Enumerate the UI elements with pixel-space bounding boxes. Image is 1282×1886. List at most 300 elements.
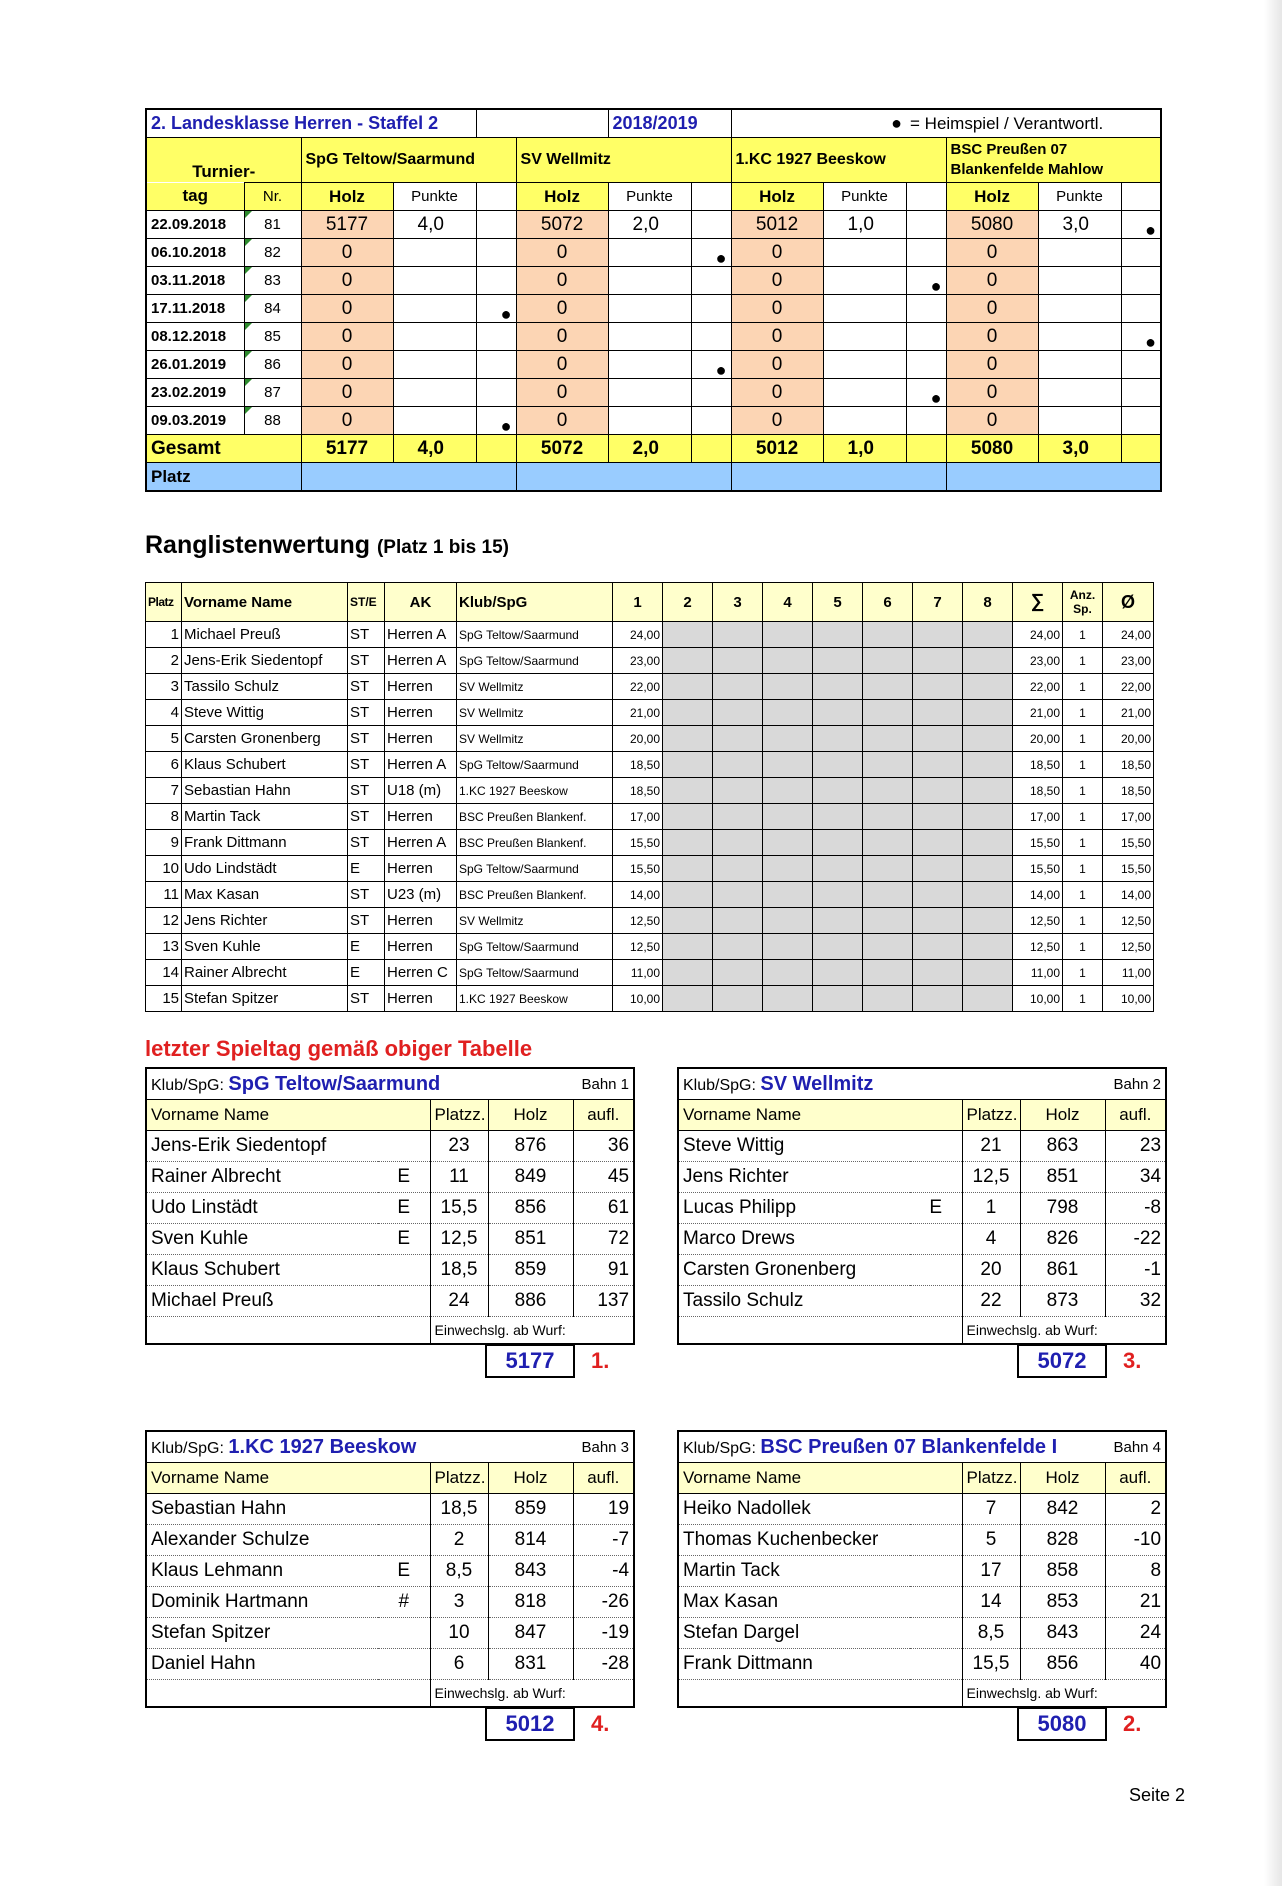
player-row <box>678 1131 1166 1162</box>
player-platzz: 21 <box>962 1131 1020 1162</box>
punkte-cell <box>1038 351 1121 379</box>
punkte-cell <box>823 407 906 435</box>
rank-round-empty <box>813 674 863 700</box>
punkte-cell <box>608 379 691 407</box>
home-marker <box>906 351 946 379</box>
rank-round-empty <box>963 986 1013 1012</box>
rank-name: Max Kasan <box>182 882 348 908</box>
home-marker <box>906 407 946 435</box>
rank-ak: Herren <box>385 700 457 726</box>
rank-sum: 23,00 <box>1013 648 1063 674</box>
rank-round-empty <box>963 830 1013 856</box>
rank-round-empty <box>713 908 763 934</box>
player-platzz: 18,5 <box>430 1255 488 1286</box>
rank-name: Carsten Gronenberg <box>182 726 348 752</box>
rank-round-empty <box>713 700 763 726</box>
rank-club: BSC Preußen Blankenf. <box>457 830 613 856</box>
matchday-row <box>146 351 1161 379</box>
rank-name: Steve Wittig <box>182 700 348 726</box>
matchday-row <box>146 407 1161 435</box>
team-header-row <box>146 1463 634 1494</box>
punkte-header: Punkte <box>608 183 691 211</box>
rank-ste: ST <box>348 908 385 934</box>
punkte-cell <box>393 407 476 435</box>
rank-club: SV Wellmitz <box>457 726 613 752</box>
ranking-row <box>146 934 1154 960</box>
home-legend: = Heimspiel / Verantwortl. <box>906 109 1161 138</box>
player-platzz: 11 <box>430 1162 488 1193</box>
team-title-row <box>678 1068 1166 1100</box>
player-flag <box>910 1162 962 1193</box>
player-row <box>678 1494 1166 1525</box>
player-flag: E <box>378 1224 430 1255</box>
club-label: Klub/SpG: <box>151 1076 224 1094</box>
punkte-cell <box>1038 267 1121 295</box>
team-foot-row <box>678 1317 1166 1345</box>
rank-ste: ST <box>348 882 385 908</box>
rank-round-empty <box>813 908 863 934</box>
club-label: Klub/SpG: <box>683 1439 756 1457</box>
player-row <box>678 1193 1166 1224</box>
home-marker <box>1121 295 1161 323</box>
rank-round-empty <box>913 908 963 934</box>
rank-club: 1.KC 1927 Beeskow <box>457 986 613 1012</box>
team-header-4: BSC Preußen 07 Blankenfelde Mahlow <box>946 138 1161 183</box>
rank-club: SpG Teltow/Saarmund <box>457 648 613 674</box>
rank-round-1: 23,00 <box>613 648 663 674</box>
player-name: Stefan Spitzer <box>146 1618 378 1649</box>
einwechsel-label: Einwechslg. ab Wurf: <box>966 1685 1098 1701</box>
player-holz: 847 <box>488 1618 573 1649</box>
rank-round-empty <box>963 908 1013 934</box>
ranking-row <box>146 622 1154 648</box>
rank-round-empty <box>763 934 813 960</box>
bahn-label: Bahn 2 <box>1105 1068 1166 1100</box>
holz-cell: 0 <box>731 267 823 295</box>
rank-round-empty <box>913 882 963 908</box>
player-holz: 859 <box>488 1255 573 1286</box>
rank-round-empty <box>863 934 913 960</box>
player-aufl: -7 <box>573 1525 634 1556</box>
holz-cell: 0 <box>516 323 608 351</box>
punkte-cell: 3,0 <box>1038 211 1121 239</box>
rank-name: Tassilo Schulz <box>182 674 348 700</box>
rank-sum: 21,00 <box>1013 700 1063 726</box>
rank-ak: Herren <box>385 934 457 960</box>
player-flag <box>910 1556 962 1587</box>
team-title-row <box>678 1431 1166 1463</box>
player-platzz: 24 <box>430 1286 488 1317</box>
rank-club: SV Wellmitz <box>457 700 613 726</box>
team-name: SV Wellmitz <box>760 1072 874 1095</box>
rank-name: Martin Tack <box>182 804 348 830</box>
punkte-cell <box>393 323 476 351</box>
einwechsel-label: Einwechslg. ab Wurf: <box>434 1322 566 1338</box>
col-round: 5 <box>813 583 863 622</box>
rank-round-1: 22,00 <box>613 674 663 700</box>
holz-cell: 5177 <box>301 211 393 239</box>
rank-round-empty <box>663 700 713 726</box>
player-name: Lucas Philipp <box>678 1193 910 1224</box>
rank-round-empty <box>713 934 763 960</box>
rank-round-empty <box>663 934 713 960</box>
holz-header: Holz <box>731 183 823 211</box>
rank-round-empty <box>763 674 813 700</box>
col-aufl: aufl. <box>573 1463 634 1494</box>
player-name: Jens-Erik Siedentopf <box>146 1131 378 1162</box>
rank-round-empty <box>963 700 1013 726</box>
player-holz: 858 <box>1020 1556 1105 1587</box>
player-name: Alexander Schulze <box>146 1525 378 1556</box>
rank-avg: 23,00 <box>1103 648 1154 674</box>
rank-round-empty <box>913 960 963 986</box>
rank-round-empty <box>963 622 1013 648</box>
matchday-date: 03.11.2018 <box>146 267 244 295</box>
player-name: Jens Richter <box>678 1162 910 1193</box>
rank-ste: ST <box>348 986 385 1012</box>
punkte-cell <box>608 323 691 351</box>
rank-club: SpG Teltow/Saarmund <box>457 960 613 986</box>
rank-round-empty <box>763 648 813 674</box>
player-aufl: 32 <box>1105 1286 1166 1317</box>
home-marker: ● <box>691 239 731 267</box>
rank-platz: 9 <box>146 830 182 856</box>
team-rank: 2. <box>1123 1711 1142 1736</box>
rank-round-empty <box>913 830 963 856</box>
rank-anz: 1 <box>1063 804 1103 830</box>
matchday-nr: 84 <box>244 295 301 323</box>
rank-anz: 1 <box>1063 778 1103 804</box>
player-name: Heiko Nadollek <box>678 1494 910 1525</box>
col-platzz: Platzz. <box>430 1100 488 1131</box>
player-aufl: -26 <box>573 1587 634 1618</box>
home-marker <box>691 211 731 239</box>
rank-round-empty <box>963 856 1013 882</box>
holz-cell: 0 <box>731 295 823 323</box>
rank-avg: 10,00 <box>1103 986 1154 1012</box>
matchday-nr: 88 <box>244 407 301 435</box>
player-flag <box>910 1224 962 1255</box>
last-matchday-heading: letzter Spieltag gemäß obiger Tabelle <box>145 1036 533 1061</box>
page-edge <box>1264 0 1282 1886</box>
team-foot-row <box>146 1317 634 1345</box>
player-flag <box>910 1525 962 1556</box>
rank-ste: ST <box>348 830 385 856</box>
rank-name: Sebastian Hahn <box>182 778 348 804</box>
player-holz: 856 <box>488 1193 573 1224</box>
rank-round-empty <box>763 804 813 830</box>
player-platzz: 22 <box>962 1286 1020 1317</box>
rank-anz: 1 <box>1063 830 1103 856</box>
col-round: 7 <box>913 583 963 622</box>
rank-round-1: 24,00 <box>613 622 663 648</box>
matchday-nr: 83 <box>244 267 301 295</box>
holz-cell: 5072 <box>516 211 608 239</box>
player-row <box>678 1556 1166 1587</box>
player-holz: 818 <box>488 1587 573 1618</box>
rank-ak: Herren A <box>385 622 457 648</box>
rank-round-empty <box>713 830 763 856</box>
rank-round-empty <box>763 882 813 908</box>
team-name: 1.KC 1927 Beeskow <box>228 1435 417 1458</box>
ranking-row <box>146 752 1154 778</box>
rank-round-empty <box>713 726 763 752</box>
rank-platz: 1 <box>146 622 182 648</box>
rank-round-empty <box>863 622 913 648</box>
matchday-date: 06.10.2018 <box>146 239 244 267</box>
rank-round-empty <box>763 986 813 1012</box>
total-punkte: 2,0 <box>608 435 691 463</box>
player-name: Dominik Hartmann <box>146 1587 378 1618</box>
player-platzz: 7 <box>962 1494 1020 1525</box>
rank-round-empty <box>813 986 863 1012</box>
player-holz: 843 <box>1020 1618 1105 1649</box>
rank-ste: ST <box>348 726 385 752</box>
rank-sum: 20,00 <box>1013 726 1063 752</box>
rank-name: Michael Preuß <box>182 622 348 648</box>
platz-label: Platz <box>146 463 301 492</box>
player-holz: 876 <box>488 1131 573 1162</box>
rank-round-empty <box>963 960 1013 986</box>
player-platzz: 8,5 <box>430 1556 488 1587</box>
team-header-row <box>678 1100 1166 1131</box>
rank-avg: 20,00 <box>1103 726 1154 752</box>
ranking-row <box>146 908 1154 934</box>
player-aufl: 23 <box>1105 1131 1166 1162</box>
rank-name: Rainer Albrecht <box>182 960 348 986</box>
rank-round-empty <box>663 648 713 674</box>
rank-name: Klaus Schubert <box>182 752 348 778</box>
holz-cell: 5012 <box>731 211 823 239</box>
rank-ak: Herren <box>385 674 457 700</box>
col-name: Vorname Name <box>182 583 348 622</box>
rank-round-empty <box>813 856 863 882</box>
rank-avg: 22,00 <box>1103 674 1154 700</box>
home-marker: ● <box>691 351 731 379</box>
rank-ste: ST <box>348 622 385 648</box>
player-row <box>678 1618 1166 1649</box>
player-platzz: 12,5 <box>962 1162 1020 1193</box>
rank-sum: 15,50 <box>1013 830 1063 856</box>
player-holz: 814 <box>488 1525 573 1556</box>
rank-sum: 15,50 <box>1013 856 1063 882</box>
rank-round-empty <box>663 804 713 830</box>
turnier-label: Turnier- <box>146 138 301 183</box>
rank-round-empty <box>963 934 1013 960</box>
rank-club: SV Wellmitz <box>457 674 613 700</box>
player-platzz: 17 <box>962 1556 1020 1587</box>
holz-cell: 0 <box>301 323 393 351</box>
home-marker: ● <box>476 407 516 435</box>
rank-round-empty <box>813 830 863 856</box>
player-row <box>146 1193 634 1224</box>
rank-round-empty <box>913 804 963 830</box>
rank-round-empty <box>713 856 763 882</box>
total-punkte: 3,0 <box>1038 435 1121 463</box>
rank-round-empty <box>813 934 863 960</box>
player-flag <box>378 1525 430 1556</box>
holz-cell: 0 <box>946 351 1038 379</box>
player-name: Klaus Schubert <box>146 1255 378 1286</box>
nr-label: Nr. <box>244 183 301 211</box>
rank-round-empty <box>813 648 863 674</box>
player-holz: 859 <box>488 1494 573 1525</box>
rank-avg: 12,50 <box>1103 934 1154 960</box>
player-platzz: 10 <box>430 1618 488 1649</box>
home-marker <box>476 239 516 267</box>
total-punkte: 4,0 <box>393 435 476 463</box>
ranking-row <box>146 960 1154 986</box>
player-aufl: -22 <box>1105 1224 1166 1255</box>
rank-round-empty <box>963 804 1013 830</box>
team-total: 5072 <box>1017 1344 1107 1378</box>
holz-cell: 0 <box>946 407 1038 435</box>
rank-round-empty <box>913 986 963 1012</box>
home-marker <box>476 379 516 407</box>
player-flag <box>910 1286 962 1317</box>
matchday-row <box>146 239 1161 267</box>
matchday-row <box>146 211 1161 239</box>
rank-round-empty <box>763 908 813 934</box>
team-box <box>677 1067 1167 1345</box>
rank-club: 1.KC 1927 Beeskow <box>457 778 613 804</box>
player-aufl: 40 <box>1105 1649 1166 1680</box>
bahn-label: Bahn 4 <box>1105 1431 1166 1463</box>
punkte-cell <box>1038 323 1121 351</box>
rank-round-empty <box>863 856 913 882</box>
player-row <box>146 1525 634 1556</box>
rank-round-empty <box>813 804 863 830</box>
col-round: 8 <box>963 583 1013 622</box>
rank-round-empty <box>963 674 1013 700</box>
punkte-cell <box>823 379 906 407</box>
ranking-row <box>146 674 1154 700</box>
matchday-row <box>146 295 1161 323</box>
ranking-title: Ranglistenwertung <box>145 531 371 559</box>
ranking-row <box>146 804 1154 830</box>
rank-round-empty <box>663 830 713 856</box>
player-flag: # <box>378 1587 430 1618</box>
rank-ak: Herren <box>385 726 457 752</box>
total-holz: 5080 <box>946 435 1038 463</box>
rank-anz: 1 <box>1063 960 1103 986</box>
col-round: 4 <box>763 583 813 622</box>
player-name: Rainer Albrecht <box>146 1162 378 1193</box>
rank-club: SpG Teltow/Saarmund <box>457 622 613 648</box>
rank-anz: 1 <box>1063 674 1103 700</box>
punkte-cell <box>1038 407 1121 435</box>
player-aufl: 72 <box>573 1224 634 1255</box>
punkte-cell <box>393 239 476 267</box>
rank-avg: 11,00 <box>1103 960 1154 986</box>
ranking-heading <box>145 531 509 560</box>
home-marker <box>691 267 731 295</box>
rank-anz: 1 <box>1063 856 1103 882</box>
rank-round-empty <box>663 622 713 648</box>
rank-anz: 1 <box>1063 648 1103 674</box>
player-holz: 851 <box>488 1224 573 1255</box>
team-header-row <box>678 1463 1166 1494</box>
rank-club: SpG Teltow/Saarmund <box>457 856 613 882</box>
holz-header: Holz <box>946 183 1038 211</box>
holz-header: Holz <box>516 183 608 211</box>
player-row <box>146 1556 634 1587</box>
rank-club: BSC Preußen Blankenf. <box>457 804 613 830</box>
player-flag <box>378 1649 430 1680</box>
player-holz: 856 <box>1020 1649 1105 1680</box>
player-name: Martin Tack <box>678 1556 910 1587</box>
punkte-cell <box>608 407 691 435</box>
team-header-1: SpG Teltow/Saarmund <box>301 138 516 183</box>
player-flag <box>378 1255 430 1286</box>
rank-round-empty <box>913 674 963 700</box>
rank-sum: 12,50 <box>1013 908 1063 934</box>
rank-round-empty <box>713 986 763 1012</box>
team-name: BSC Preußen 07 Blankenfelde I <box>760 1435 1058 1458</box>
col-name: Vorname Name <box>678 1100 962 1131</box>
player-name: Sebastian Hahn <box>146 1494 378 1525</box>
team-box <box>145 1067 635 1345</box>
player-platzz: 20 <box>962 1255 1020 1286</box>
rank-ak: Herren A <box>385 830 457 856</box>
ranking-row <box>146 986 1154 1012</box>
col-avg: Ø <box>1103 583 1154 622</box>
player-name: Thomas Kuchenbecker <box>678 1525 910 1556</box>
home-marker <box>1121 267 1161 295</box>
player-row <box>146 1494 634 1525</box>
ranking-row <box>146 700 1154 726</box>
col-platzz: Platzz. <box>430 1463 488 1494</box>
punkte-cell <box>393 295 476 323</box>
rank-ste: E <box>348 856 385 882</box>
rank-round-empty <box>663 752 713 778</box>
team-title-row <box>146 1068 634 1100</box>
home-marker <box>691 407 731 435</box>
rank-round-empty <box>763 622 813 648</box>
rank-round-empty <box>663 674 713 700</box>
rank-round-empty <box>863 908 913 934</box>
player-platzz: 2 <box>430 1525 488 1556</box>
home-marker <box>691 379 731 407</box>
standings-table <box>145 108 1162 492</box>
total-holz: 5072 <box>516 435 608 463</box>
rank-round-empty <box>663 960 713 986</box>
holz-cell: 0 <box>946 379 1038 407</box>
home-marker: ● <box>906 379 946 407</box>
punkte-cell <box>1038 239 1121 267</box>
rank-platz: 7 <box>146 778 182 804</box>
totals-row <box>146 435 1161 463</box>
rank-round-empty <box>813 622 863 648</box>
col-platzz: Platzz. <box>962 1463 1020 1494</box>
col-platzz: Platzz. <box>962 1100 1020 1131</box>
col-name: Vorname Name <box>146 1463 430 1494</box>
player-flag: E <box>378 1556 430 1587</box>
player-platzz: 12,5 <box>430 1224 488 1255</box>
player-flag <box>910 1494 962 1525</box>
holz-cell: 0 <box>516 379 608 407</box>
total-holz: 5012 <box>731 435 823 463</box>
player-row <box>678 1286 1166 1317</box>
holz-cell: 5080 <box>946 211 1038 239</box>
rank-round-empty <box>713 622 763 648</box>
rank-round-empty <box>913 648 963 674</box>
team-name: SpG Teltow/Saarmund <box>228 1072 441 1095</box>
player-platzz: 14 <box>962 1587 1020 1618</box>
punkte-cell <box>393 379 476 407</box>
rank-round-empty <box>913 726 963 752</box>
einwechsel-label: Einwechslg. ab Wurf: <box>434 1685 566 1701</box>
